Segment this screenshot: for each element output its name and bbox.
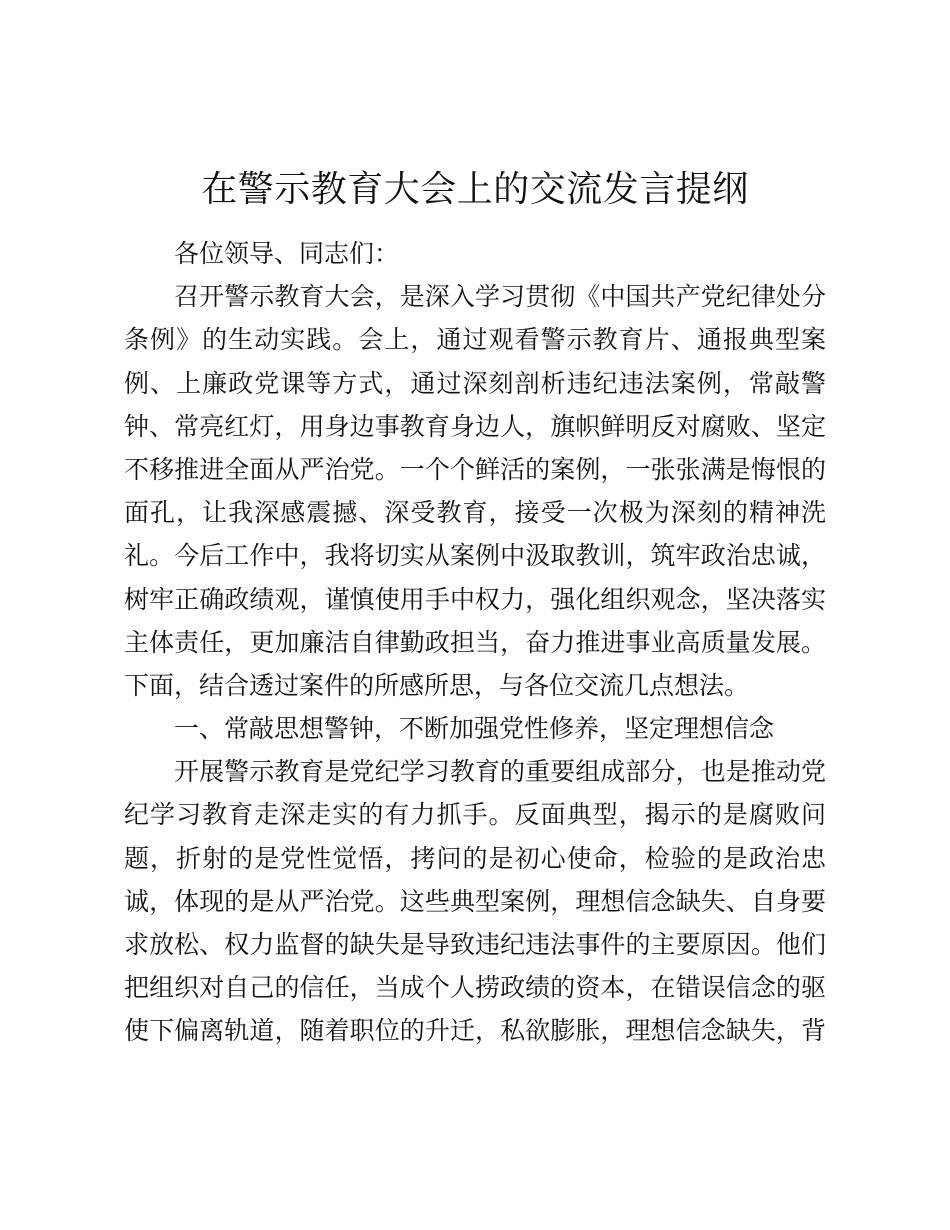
paragraph-line: 树牢正确政绩观，谨慎使用手中权力，强化组织观念，坚决落实 — [124, 584, 826, 614]
paragraph-line: 一、常敲思想警钟，不断加强党性修养，坚定理想信念 — [174, 714, 775, 744]
paragraph-line: 把组织对自己的信任，当成个人捞政绩的资本，在错误信念的驱 — [124, 973, 826, 1003]
paragraph-line: 例、上廉政党课等方式，通过深刻剖析违纪违法案例，常敲警 — [124, 368, 826, 398]
paragraph-line: 面孔，让我深感震撼、深受教育，接受一次极为深刻的精神洗 — [124, 498, 826, 528]
paragraph-line: 使下偏离轨道，随着职位的升迁，私欲膨胀，理想信念缺失，背 — [124, 1016, 826, 1046]
paragraph-line: 召开警示教育大会，是深入学习贯彻《中国共产党纪律处分 — [174, 282, 826, 312]
document-body — [124, 232, 826, 1053]
paragraph-line: 题，折射的是党性觉悟，拷问的是初心使命，检验的是政治忠 — [124, 843, 826, 873]
document-title: 在警示教育大会上的交流发言提纲 — [201, 169, 749, 210]
paragraph-line: 钟、常亮红灯，用身边事教育身边人，旗帜鲜明反对腐败、坚定 — [124, 411, 826, 441]
paragraph-line: 求放松、权力监督的缺失是导致违纪违法事件的主要原因。他们 — [124, 930, 826, 959]
paragraph-line: 纪学习教育走深走实的有力抓手。反面典型，揭示的是腐败问 — [124, 800, 826, 830]
paragraph-line: 下面，结合透过案件的所感所思，与各位交流几点想法。 — [124, 670, 750, 700]
paragraph-line: 各位领导、同志们： — [174, 239, 400, 268]
paragraph-line: 诚，体现的是从严治党。这些典型案例，理想信念缺失、自身要 — [124, 886, 826, 916]
paragraph-line: 条例》的生动实践。会上，通过观看警示教育片、通报典型案 — [124, 325, 826, 355]
paragraph-line: 不移推进全面从严治党。一个个鲜活的案例，一张张满是悔恨的 — [124, 454, 826, 484]
paragraph-line: 主体责任，更加廉洁自律勤政担当，奋力推进事业高质量发展。 — [124, 627, 826, 657]
paragraph-line: 礼。今后工作中，我将切实从案例中汲取教训，筑牢政治忠诚， — [124, 541, 826, 571]
paragraph-line: 开展警示教育是党纪学习教育的重要组成部分，也是推动党 — [174, 757, 826, 787]
